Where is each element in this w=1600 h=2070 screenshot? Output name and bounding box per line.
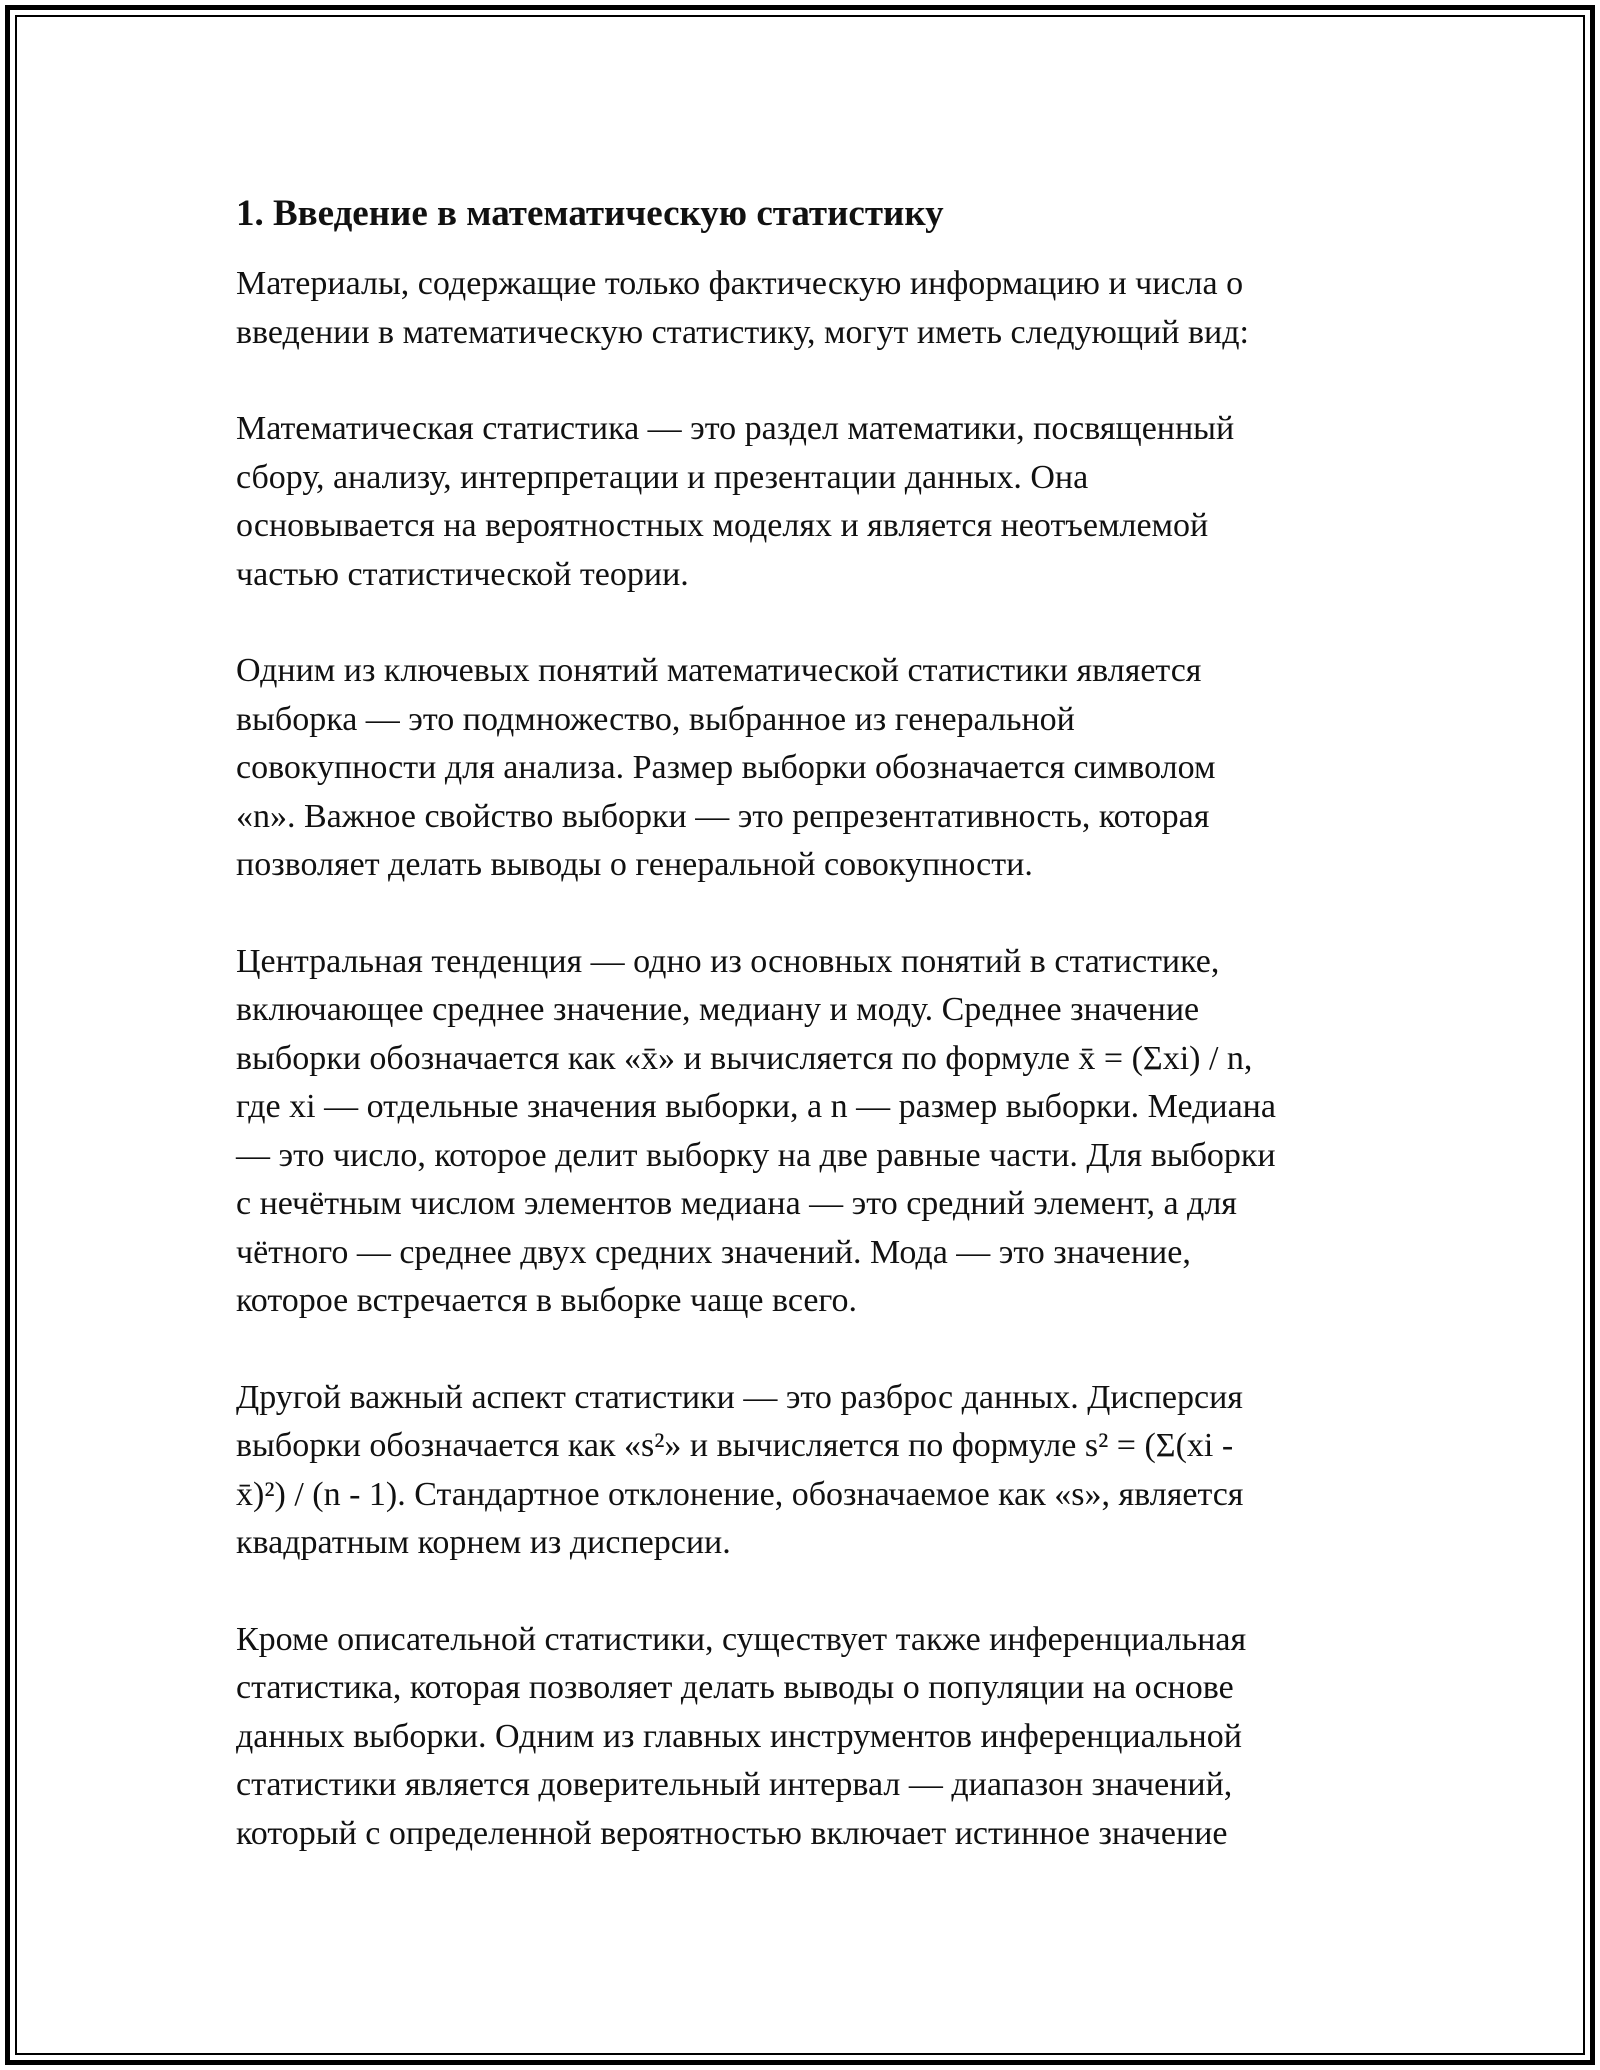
paragraph-central-tendency bbox=[236, 938, 1366, 1326]
text-line: частью статистической теории. bbox=[236, 555, 689, 593]
text-line: Одним из ключевых понятий математической статистики является bbox=[236, 652, 1202, 689]
text-line: Математическая статистика — это раздел математики, посвященный bbox=[236, 410, 1235, 447]
text-line: Другой важный аспект статистики — это разброс данных. Дисперсия bbox=[236, 1378, 1243, 1416]
text-line: x̄)²) / (n - 1). Стандартное отклонение, обозначаемое как «s», является bbox=[236, 1475, 1244, 1513]
paragraph-inferential bbox=[236, 1616, 1366, 1859]
text-line: выборки обозначается как «x̄» и вычисляется по формуле x̄ = (Σxi) / n, bbox=[236, 1039, 1253, 1077]
section-title: 1. Введение в математическую статистику bbox=[236, 193, 944, 234]
text-line: включающее среднее значение, медиану и моду. Среднее значение bbox=[236, 991, 1200, 1028]
text-line: Материалы, содержащие только фактическую информацию и числа о bbox=[236, 265, 1244, 302]
text-line: чётного — среднее двух средних значений. Мода — это значение, bbox=[236, 1233, 1191, 1271]
paragraph-definition bbox=[236, 405, 1366, 599]
text-line: выборка — это подмножество, выбранное из генеральной bbox=[236, 700, 1075, 738]
text-line: выборки обозначается как «s²» и вычисляется по формуле s² = (Σ(xi - bbox=[236, 1427, 1234, 1464]
text-line: который с определенной вероятностью включает истинное значение bbox=[236, 1814, 1228, 1852]
text-line: где xi — отдельные значения выборки, а n — размер выборки. Медиана bbox=[236, 1088, 1276, 1125]
text-line: позволяет делать выводы о генеральной совокупности. bbox=[236, 846, 1033, 883]
text-line: совокупности для анализа. Размер выборки обозначается символом bbox=[236, 749, 1216, 786]
text-line: сбору, анализу, интерпретации и презентации данных. Она bbox=[236, 458, 1089, 496]
text-line: статистика, которая позволяет делать выводы о популяции на основе bbox=[236, 1669, 1234, 1706]
paragraph-intro bbox=[236, 260, 1366, 357]
text-line: квадратным корнем из дисперсии. bbox=[236, 1524, 731, 1561]
text-line: данных выборки. Одним из главных инструментов инференциальной bbox=[236, 1717, 1242, 1755]
text-line: Центральная тенденция — одно из основных понятий в статистике, bbox=[236, 942, 1220, 980]
text-line: «n». Важное свойство выборки — это репрезентативность, которая bbox=[236, 797, 1210, 835]
text-line: — это число, которое делит выборку на две равные части. Для выборки bbox=[236, 1136, 1276, 1174]
text-line: основывается на вероятностных моделях и является неотъемлемой bbox=[236, 507, 1209, 544]
paragraph-sample bbox=[236, 647, 1366, 890]
text-line: которое встречается в выборке чаще всего. bbox=[236, 1282, 858, 1319]
text-line: Кроме описательной статистики, существует также инференциальная bbox=[236, 1620, 1247, 1658]
text-line: статистики является доверительный интервал — диапазон значений, bbox=[236, 1766, 1233, 1803]
document-body bbox=[236, 190, 1366, 1906]
text-line: введении в математическую статистику, могут иметь следующий вид: bbox=[236, 313, 1249, 351]
paragraph-dispersion bbox=[236, 1374, 1366, 1568]
text-line: с нечётным числом элементов медиана — это средний элемент, а для bbox=[236, 1185, 1237, 1222]
